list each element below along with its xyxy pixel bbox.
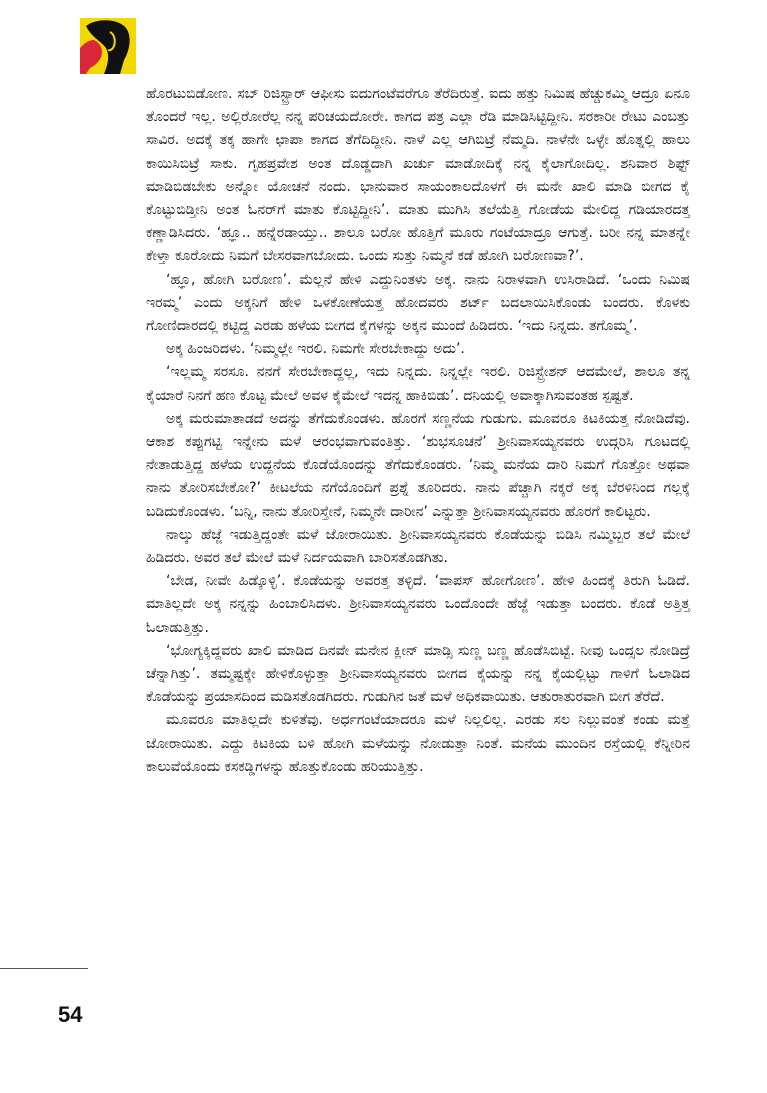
page-number: 54 bbox=[58, 1002, 83, 1027]
paragraph: ‘ಇಲ್ಲಮ್ಮ ಸರಸೂ. ನನಗೆ ಸೇರಬೇಕಾದ್ದಲ್ಲ, ಇದು ನಿನ್ನದು. ನಿನ್ನಲ್ಲೇ ಇರಲಿ. ರಿಜಿಸ್ಟ್ರೇಶನ್ ಆದಮೇಲೆ, ಶಾಲೂ ತನ್ನ ಕೈಯಾರೆ ನಿನಗೆ ಹಣ ಕೊಟ್ಟ ಮೇಲೆ ಅವಳ ಕೈಮೇಲೆ ಇದನ್ನ ಹಾಕಿಬಿಡು’. ದನಿಯಲ್ಲಿ ಅವಾಕ್ಕಾಗಿಸುವಂತಹ ಸ್ಪಷ್ಟತೆ. bbox=[146, 364, 690, 404]
paragraph: ನಾಲ್ಕು ಹೆಜ್ಜೆ ಇಡುತ್ತಿದ್ದಂತೇ ಮಳೆ ಜೋರಾಯಿತು. ಶ್ರೀನಿವಾಸಯ್ಯನವರು ಕೊಡೆಯನ್ನು ಬಿಡಿಸಿ ನಮ್ಮಿಬ್ಬರ ತಲೆ ಮೇಲೆ ಹಿಡಿದರು. ಅವರ ತಲೆ ಮೇಲೆ ಮಳೆ ನಿರ್ದಯವಾಗಿ ಬಾರಿಸತೊಡಗಿತು. bbox=[146, 526, 690, 567]
paragraph: ‘ಹ್ಞೂ, ಹೋಗಿ ಬರೋಣ’. ಮೆಲ್ಲನೆ ಹೇಳಿ ಎದ್ದುನಿಂತಳು ಅಕ್ಕ. ನಾನು ನಿರಾಳವಾಗಿ ಉಸಿರಾಡಿದೆ. ‘ಒಂದು ನಿಮಿಷ ಇರಮ್ಮ’ ಎಂದು ಅಕ್ಕನಿಗೆ ಹೇಳಿ ಒಳಕೋಣೆಯತ್ತ ಹೋದವರು ಶರ್ಟ್ ಬದಲಾಯಿಸಿಕೊಂಡು ಬಂದರು. ಕೊಳಕು ಗೋಣಿದಾರದಲ್ಲಿ ಕಟ್ಟಿದ್ದ ಎರಡು ಹಳೆಯ ಬೀಗದ ಕೈಗಳನ್ನು ಅಕ್ಕನ ಮುಂದೆ ಹಿಡಿದರು. ‘ಇದು ನಿನ್ನದು. ತಗೊಮ್ಮ’. bbox=[146, 271, 690, 335]
paragraph: ‘ಬೇಡ, ನೀವೇ ಹಿಡ್ಕೊಳ್ಳಿ’. ಕೊಡೆಯನ್ನು ಅವರತ್ತ ತಳ್ಳಿದೆ. ‘ವಾಪಸ್ ಹೋಗೋಣ’. ಹೇಳಿ ಹಿಂದಕ್ಕೆ ತಿರುಗಿ ಓಡಿದೆ. ಮಾತಿಲ್ಲದೇ ಅಕ್ಕ ನನ್ನನ್ನು ಹಿಂಬಾಲಿಸಿದಳು. ಶ್ರೀನಿವಾಸಯ್ಯನವರು ಒಂದೊಂದೇ ಹೆಜ್ಜೆ ಇಡುತ್ತಾ ಬಂದರು. ಕೊಡೆ ಅತ್ತಿತ್ತ ಓಲಾಡುತ್ತಿತ್ತು. bbox=[146, 573, 690, 636]
paragraph: ಅಕ್ಕ ಹಿಂಜರಿದಳು. ‘ನಿಮ್ಮಲ್ಲೇ ಇರಲಿ. ನಿಮಗೇ ಸೇರಬೇಕಾದ್ದು ಅದು’. bbox=[166, 341, 465, 358]
paragraph: ಅಕ್ಕ ಮರುಮಾತಾಡದೆ ಅದನ್ನು ತೆಗೆದುಕೊಂಡಳು. ಹೊರಗೆ ಸಣ್ಣನೆಯ ಗುಡುಗು. ಮೂವರೂ ಕಿಟಕಿಯತ್ತ ನೋಡಿದೆವು. ಆಕಾಶ ಕಪ್ಪುಗಟ್ಟಿ ಇನ್ನೇನು ಮಳೆ ಆರಂಭವಾಗುವಂತಿತ್ತು. ‘ಶುಭಸೂಚನೆ’ ಶ್ರೀನಿವಾಸಯ್ಯನವರು ಉದ್ಗರಿಸಿ ಗೂಟದಲ್ಲಿ ನೇತಾಡುತ್ತಿದ್ದ ಹಳೆಯ ಉದ್ದನೆಯ ಕೊಡೆಯೊಂದನ್ನು ತೆಗೆದುಕೊಂಡರು. ‘ನಿಮ್ಮ ಮನೆಯ ದಾರಿ ನಿಮಗೆ ಗೊತ್ತೋ ಅಥವಾ ನಾನು ತೋರಿಸಬೇಕೋ?’ ಕೀಟಲೆಯ ನಗೆಯೊಂದಿಗೆ ಪ್ರಶ್ನೆ ತೂರಿದರು. ನಾನು ಪೆಚ್ಚಾಗಿ ನಕ್ಕರೆ ಅಕ್ಕ ಬೆರಳಿನಿಂದ ಗಲ್ಲಕ್ಕೆ ಬಡಿದುಕೊಂಡಳು. ‘ಬನ್ನಿ, ನಾನು ತೋರಿಸ್ತೇನೆ, ನಿಮ್ಮನೇ ದಾರೀನ’ ಎನ್ನುತ್ತಾ ಶ್ರೀನಿವಾಸಯ್ಯನವರು ಹೊರಗೆ ಕಾಲಿಟ್ಟರು. bbox=[146, 410, 690, 520]
body-text bbox=[146, 83, 690, 779]
page-number-rule bbox=[0, 968, 88, 969]
woman-profile-logo bbox=[80, 18, 136, 74]
paragraph: ಮೂವರೂ ಮಾತಿಲ್ಲದೇ ಕುಳಿತೆವು. ಅರ್ಧಗಂಟೆಯಾದರೂ ಮಳೆ ನಿಲ್ಲಲಿಲ್ಲ. ಎರಡು ಸಲ ನಿಲ್ಲುವಂತೆ ಕಂಡು ಮತ್ತೆ ಜೋರಾಯಿತು. ಎದ್ದು ಕಿಟಕಿಯ ಬಳಿ ಹೋಗಿ ಮಳೆಯನ್ನು ನೋಡುತ್ತಾ ನಿಂತೆ. ಮನೆಯ ಮುಂದಿನ ರಸ್ತೆಯಲ್ಲಿ ಕೆನ್ನೀರಿನ ಕಾಲುವೆಯೊಂದು ಕಸಕಡ್ಡಿಗಳನ್ನು ಹೊತ್ತುಕೊಂಡು ಹರಿಯುತ್ತಿತ್ತು. bbox=[146, 712, 690, 775]
paragraph: ‘ಭೋಗ್ಯಕ್ಕಿದ್ದವರು ಖಾಲಿ ಮಾಡಿದ ದಿನವೇ ಮನೇನ ಕ್ಲೀನ್ ಮಾಡ್ಸಿ ಸುಣ್ಣ ಬಣ್ಣ ಹೊಡೆಸಿಬಿಟ್ಟೆ. ನೀವು ಒಂದ್ಸಲ ನೋಡಿದ್ರೆ ಚೆನ್ನಾಗಿತ್ತು’. ತಮ್ಮಷ್ಟಕ್ಕೇ ಹೇಳಿಕೊಳ್ಳುತ್ತಾ ಶ್ರೀನಿವಾಸಯ್ಯನವರು ಬೀಗದ ಕೈಯನ್ನು ನನ್ನ ಕೈಯಲ್ಲಿಟ್ಟು ಗಾಳಿಗೆ ಓಲಾಡಿದ ಕೊಡೆಯನ್ನು ಪ್ರಯಾಸದಿಂದ ಮಡಿಸತೊಡಗಿದರು. ಗುಡುಗಿನ ಜತೆ ಮಳೆ ಅಧಿಕವಾಯಿತು. ಆತುರಾತುರವಾಗಿ ಬೀಗ ತೆರೆದೆ. bbox=[146, 642, 690, 706]
paragraph: ಹೊರಟುಬಿಡೋಣ. ಸಬ್ ರಿಜಿಸ್ಟ್ರಾರ್ ಆಫೀಸು ಐದುಗಂಟೆವರೆಗೂ ತೆರೆದಿರುತ್ತೆ. ಐದು ಹತ್ತು ನಿಮಿಷ ಹೆಚ್ಚುಕಮ್ಮಿ ಆದ್ರೂ ಏನೂ ತೊಂದರೆ ಇಲ್ಲ. ಅಲ್ಲಿರೋರೆಲ್ಲ ನನ್ನ ಪರಿಚಯದೋರೇ. ಕಾಗದ ಪತ್ರ ಎಲ್ಲಾ ರೆಡಿ ಮಾಡಿಸಿಟ್ಟಿದ್ದೀನಿ. ಸರಕಾರೀ ರೇಟು ಎಂಬತ್ತು ಸಾವಿರ. ಅದಕ್ಕೆ ತಕ್ಕ ಹಾಗೇ ಛಾಪಾ ಕಾಗದ ತೆಗೆದಿದ್ದೀನಿ. ನಾಳೆ ಎಲ್ಲ ಆಗಿಬಿಟ್ರೆ ನೆಮ್ಮದಿ. ನಾಳೆನೇ ಒಳ್ಳೇ ಹೊತ್ನಲ್ಲಿ ಹಾಲು ಕಾಯಿಸಿಬಿಟ್ರೆ ಸಾಕು. ಗೃಹಪ್ರವೇಶ ಅಂತ ದೊಡ್ಡದಾಗಿ ಖರ್ಚು ಮಾಡೋದಿಕ್ಕೆ ನನ್ನ ಕೈಲಾಗೋದಿಲ್ಲ. ಶನಿವಾರ ಶಿಫ್ಟ್ ಮಾಡಿಬಿಡಬೇಕು ಅನ್ನೋ ಯೋಚನೆ ನಂದು. ಭಾನುವಾರ ಸಾಯಂಕಾಲದೊಳಗೆ ಈ ಮನೇ ಖಾಲಿ ಮಾಡಿ ಬೀಗದ ಕೈ ಕೊಟ್ಟುಬಿಡ್ತೀನಿ ಅಂತ ಓನರ್‌ಗೆ ಮಾತು ಕೊಟ್ಟಿದ್ದೀನಿ’. ಮಾತು ಮುಗಿಸಿ ತಲೆಯೆತ್ತಿ ಗೋಡೆಯ ಮೇಲಿದ್ದ ಗಡಿಯಾರದತ್ತ ಕಣ್ಣಾಡಿಸಿದರು. ‘ಹ್ಞೂ.. ಹನ್ನೆರಡಾಯ್ತು.. ಶಾಲೂ ಬರೋ ಹೊತ್ತಿಗೆ ಮೂರು ಗಂಟೆಯಾದ್ರೂ ಆಗುತ್ತೆ. ಬರೀ ನನ್ನ ಮಾತನ್ನೇ ಕೇಳ್ತಾ ಕೂರೋದು ನಿಮಗೆ ಬೇಸರವಾಗಬೋದು. ಒಂದು ಸುತ್ತು ನಿಮ್ಮನೆ ಕಡೆ ಹೋಗಿ ಬರೋಣವಾ?’. bbox=[146, 86, 690, 265]
logo-graphic bbox=[80, 18, 136, 74]
